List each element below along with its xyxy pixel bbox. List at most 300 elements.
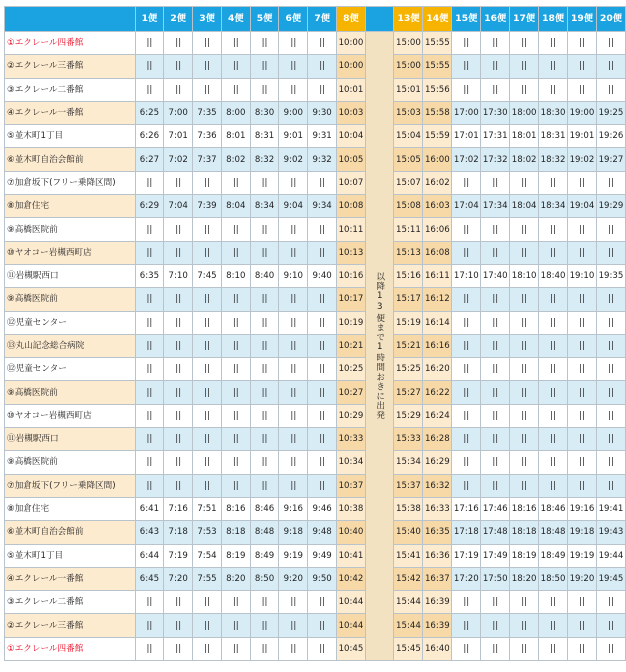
- time-cell: 6:29: [135, 195, 164, 218]
- stop-name: ⑨高橋医院前: [5, 218, 136, 241]
- trip-header-1: 1便: [135, 7, 164, 32]
- table-row: [5, 125, 626, 148]
- time-cell: 8:16: [221, 497, 250, 520]
- time-cell: 15:58: [423, 101, 452, 124]
- stop-name: ②エクレール三番館: [5, 614, 136, 637]
- trip-header-14: 17便: [510, 7, 539, 32]
- time-cell: ||: [596, 55, 625, 78]
- time-cell: ||: [193, 358, 222, 381]
- time-cell: 15:16: [394, 264, 423, 287]
- time-cell: ||: [164, 637, 193, 660]
- table-row: [5, 614, 626, 637]
- time-cell: ||: [510, 404, 539, 427]
- time-cell: 19:29: [596, 195, 625, 218]
- time-cell: ||: [221, 288, 250, 311]
- time-cell: 19:02: [568, 148, 597, 171]
- stop-name: ③エクレール二番館: [5, 78, 136, 101]
- time-cell: ||: [250, 288, 279, 311]
- time-cell: ||: [452, 451, 481, 474]
- trip-header-12: 15便: [452, 7, 481, 32]
- time-cell: 18:30: [539, 101, 568, 124]
- time-cell: ||: [164, 241, 193, 264]
- time-cell: ||: [164, 591, 193, 614]
- time-cell: 8:30: [250, 101, 279, 124]
- time-cell: ||: [510, 288, 539, 311]
- time-cell: ||: [135, 288, 164, 311]
- time-cell: ||: [164, 171, 193, 194]
- time-cell: 7:00: [164, 101, 193, 124]
- time-cell: 19:45: [596, 567, 625, 590]
- time-cell: ||: [308, 404, 337, 427]
- time-cell: ||: [221, 428, 250, 451]
- time-cell: 10:45: [337, 637, 366, 660]
- time-cell: 9:00: [279, 101, 308, 124]
- time-cell: ||: [568, 218, 597, 241]
- stop-name: ①エクレール四番館: [5, 637, 136, 660]
- trip-header-11: 14便: [423, 7, 452, 32]
- time-cell: ||: [135, 241, 164, 264]
- time-cell: 10:00: [337, 32, 366, 55]
- time-cell: ||: [250, 32, 279, 55]
- time-cell: ||: [135, 637, 164, 660]
- time-cell: ||: [250, 591, 279, 614]
- time-cell: ||: [250, 78, 279, 101]
- time-cell: 9:50: [308, 567, 337, 590]
- time-cell: 10:25: [337, 358, 366, 381]
- time-cell: 10:17: [337, 288, 366, 311]
- time-cell: 18:18: [510, 521, 539, 544]
- time-cell: 17:32: [481, 148, 510, 171]
- time-cell: 6:35: [135, 264, 164, 287]
- time-cell: 8:46: [250, 497, 279, 520]
- time-cell: ||: [193, 55, 222, 78]
- time-cell: 19:35: [596, 264, 625, 287]
- time-cell: 9:10: [279, 264, 308, 287]
- time-cell: 9:34: [308, 195, 337, 218]
- time-cell: ||: [193, 32, 222, 55]
- time-cell: 9:48: [308, 521, 337, 544]
- time-cell: 6:27: [135, 148, 164, 171]
- time-cell: 19:04: [568, 195, 597, 218]
- time-cell: 17:10: [452, 264, 481, 287]
- time-cell: ||: [596, 404, 625, 427]
- time-cell: ||: [221, 451, 250, 474]
- time-cell: ||: [452, 428, 481, 451]
- time-cell: ||: [596, 381, 625, 404]
- table-row: [5, 544, 626, 567]
- time-cell: ||: [481, 451, 510, 474]
- time-cell: 15:56: [423, 78, 452, 101]
- time-cell: 9:18: [279, 521, 308, 544]
- time-cell: ||: [452, 218, 481, 241]
- time-cell: 15:13: [394, 241, 423, 264]
- time-cell: 16:37: [423, 567, 452, 590]
- time-cell: 18:20: [510, 567, 539, 590]
- time-cell: 9:01: [279, 125, 308, 148]
- bus-timetable: [4, 6, 626, 661]
- timetable-container: [4, 6, 626, 661]
- time-cell: 15:03: [394, 101, 423, 124]
- timetable-body: [5, 32, 626, 661]
- time-cell: ||: [279, 171, 308, 194]
- time-cell: 6:44: [135, 544, 164, 567]
- table-row: [5, 148, 626, 171]
- time-cell: ||: [539, 404, 568, 427]
- time-cell: ||: [510, 78, 539, 101]
- time-cell: 8:04: [221, 195, 250, 218]
- time-cell: ||: [539, 358, 568, 381]
- time-cell: 15:42: [394, 567, 423, 590]
- time-cell: 15:34: [394, 451, 423, 474]
- stop-name: ⑧加倉住宅: [5, 497, 136, 520]
- trip-header-2: 2便: [164, 7, 193, 32]
- time-cell: ||: [452, 404, 481, 427]
- time-cell: ||: [221, 614, 250, 637]
- stop-name: ①エクレール四番館: [5, 32, 136, 55]
- time-cell: ||: [221, 381, 250, 404]
- table-row: [5, 591, 626, 614]
- trip-header-8: 8便: [337, 7, 366, 32]
- time-cell: ||: [452, 288, 481, 311]
- time-cell: 16:22: [423, 381, 452, 404]
- time-cell: ||: [135, 381, 164, 404]
- time-cell: ||: [250, 334, 279, 357]
- time-cell: ||: [481, 32, 510, 55]
- trip-header-7: 7便: [308, 7, 337, 32]
- time-cell: 15:37: [394, 474, 423, 497]
- stop-name: ⑪岩槻駅西口: [5, 264, 136, 287]
- stop-name: ⑦加倉坂下(フリー乗降区間): [5, 171, 136, 194]
- time-cell: ||: [481, 334, 510, 357]
- time-cell: 15:45: [394, 637, 423, 660]
- stop-name: ③エクレール二番館: [5, 591, 136, 614]
- time-cell: ||: [135, 32, 164, 55]
- time-cell: 17:50: [481, 567, 510, 590]
- time-cell: ||: [308, 451, 337, 474]
- time-cell: 15:44: [394, 591, 423, 614]
- time-cell: ||: [481, 474, 510, 497]
- time-cell: 7:37: [193, 148, 222, 171]
- trip-header-17: 20便: [596, 7, 625, 32]
- time-cell: ||: [481, 404, 510, 427]
- stop-name: ④エクレール一番館: [5, 567, 136, 590]
- time-cell: 15:41: [394, 544, 423, 567]
- time-cell: 18:00: [510, 101, 539, 124]
- time-cell: ||: [193, 334, 222, 357]
- time-cell: ||: [596, 591, 625, 614]
- time-cell: ||: [568, 614, 597, 637]
- time-cell: ||: [308, 241, 337, 264]
- time-cell: ||: [568, 241, 597, 264]
- time-cell: 17:30: [481, 101, 510, 124]
- stop-name: ⑫児童センター: [5, 311, 136, 334]
- time-cell: ||: [510, 218, 539, 241]
- time-cell: ||: [193, 218, 222, 241]
- time-cell: 10:29: [337, 404, 366, 427]
- trip-header-13: 16便: [481, 7, 510, 32]
- time-cell: 15:25: [394, 358, 423, 381]
- time-cell: ||: [250, 311, 279, 334]
- time-cell: 16:08: [423, 241, 452, 264]
- time-cell: ||: [510, 428, 539, 451]
- time-cell: 10:27: [337, 381, 366, 404]
- time-cell: ||: [308, 381, 337, 404]
- time-cell: ||: [250, 241, 279, 264]
- time-cell: 15:08: [394, 195, 423, 218]
- time-cell: ||: [596, 428, 625, 451]
- time-cell: 15:17: [394, 288, 423, 311]
- time-cell: ||: [539, 55, 568, 78]
- time-cell: ||: [279, 241, 308, 264]
- time-cell: 15:07: [394, 171, 423, 194]
- time-cell: ||: [452, 55, 481, 78]
- time-cell: ||: [539, 334, 568, 357]
- time-cell: ||: [568, 591, 597, 614]
- stop-name: ⑩ヤオコー岩槻西町店: [5, 404, 136, 427]
- time-cell: 19:20: [568, 567, 597, 590]
- time-cell: ||: [596, 451, 625, 474]
- time-cell: ||: [452, 591, 481, 614]
- time-cell: 10:38: [337, 497, 366, 520]
- time-cell: 16:24: [423, 404, 452, 427]
- time-cell: 9:40: [308, 264, 337, 287]
- time-cell: ||: [539, 241, 568, 264]
- time-cell: 8:01: [221, 125, 250, 148]
- time-cell: 16:39: [423, 591, 452, 614]
- time-cell: ||: [568, 451, 597, 474]
- time-cell: 8:49: [250, 544, 279, 567]
- stop-name: ⑬丸山記念総合病院: [5, 334, 136, 357]
- time-cell: ||: [164, 311, 193, 334]
- time-cell: ||: [164, 428, 193, 451]
- time-cell: 15:55: [423, 32, 452, 55]
- time-cell: ||: [452, 32, 481, 55]
- time-cell: ||: [221, 358, 250, 381]
- time-cell: ||: [221, 55, 250, 78]
- time-cell: ||: [193, 637, 222, 660]
- time-cell: ||: [452, 311, 481, 334]
- time-cell: 16:40: [423, 637, 452, 660]
- time-cell: 15:29: [394, 404, 423, 427]
- time-cell: ||: [193, 171, 222, 194]
- time-cell: 15:33: [394, 428, 423, 451]
- table-row: [5, 521, 626, 544]
- time-cell: ||: [510, 381, 539, 404]
- time-cell: 7:45: [193, 264, 222, 287]
- time-cell: ||: [510, 637, 539, 660]
- time-cell: 9:31: [308, 125, 337, 148]
- time-cell: 8:32: [250, 148, 279, 171]
- time-cell: ||: [250, 381, 279, 404]
- time-cell: ||: [481, 55, 510, 78]
- time-cell: 8:18: [221, 521, 250, 544]
- time-cell: 9:20: [279, 567, 308, 590]
- time-cell: 10:13: [337, 241, 366, 264]
- time-cell: ||: [250, 474, 279, 497]
- time-cell: ||: [164, 381, 193, 404]
- table-row: [5, 78, 626, 101]
- trip-header-5: 5便: [250, 7, 279, 32]
- time-cell: 17:04: [452, 195, 481, 218]
- time-cell: ||: [308, 614, 337, 637]
- time-cell: ||: [452, 381, 481, 404]
- time-cell: 6:25: [135, 101, 164, 124]
- time-cell: ||: [308, 171, 337, 194]
- time-cell: 16:11: [423, 264, 452, 287]
- time-cell: ||: [221, 474, 250, 497]
- time-cell: ||: [510, 614, 539, 637]
- table-row: [5, 358, 626, 381]
- time-cell: ||: [135, 474, 164, 497]
- time-cell: 7:36: [193, 125, 222, 148]
- time-cell: ||: [135, 218, 164, 241]
- time-cell: 16:06: [423, 218, 452, 241]
- stop-column-header: [5, 7, 136, 32]
- time-cell: 8:00: [221, 101, 250, 124]
- time-cell: 16:39: [423, 614, 452, 637]
- time-cell: ||: [221, 404, 250, 427]
- time-cell: ||: [452, 78, 481, 101]
- time-cell: 15:05: [394, 148, 423, 171]
- time-cell: ||: [164, 78, 193, 101]
- time-cell: ||: [596, 288, 625, 311]
- time-cell: 17:18: [452, 521, 481, 544]
- time-cell: ||: [250, 358, 279, 381]
- time-cell: ||: [539, 474, 568, 497]
- stop-name: ⑧加倉住宅: [5, 195, 136, 218]
- time-cell: ||: [193, 451, 222, 474]
- time-cell: ||: [510, 32, 539, 55]
- time-cell: ||: [596, 358, 625, 381]
- time-cell: ||: [568, 404, 597, 427]
- time-cell: 10:21: [337, 334, 366, 357]
- time-cell: ||: [481, 381, 510, 404]
- time-cell: 10:37: [337, 474, 366, 497]
- time-cell: 15:44: [394, 614, 423, 637]
- time-cell: ||: [279, 404, 308, 427]
- time-cell: ||: [164, 358, 193, 381]
- time-cell: ||: [193, 381, 222, 404]
- time-cell: 15:19: [394, 311, 423, 334]
- stop-name: ⑩ヤオコー岩槻西町店: [5, 241, 136, 264]
- time-cell: ||: [193, 78, 222, 101]
- time-cell: ||: [221, 241, 250, 264]
- time-cell: 15:11: [394, 218, 423, 241]
- time-cell: 16:00: [423, 148, 452, 171]
- time-cell: 15:04: [394, 125, 423, 148]
- time-cell: ||: [135, 614, 164, 637]
- time-cell: ||: [539, 78, 568, 101]
- table-row: [5, 241, 626, 264]
- time-cell: ||: [308, 637, 337, 660]
- time-cell: 15:21: [394, 334, 423, 357]
- time-cell: ||: [308, 591, 337, 614]
- time-cell: 19:26: [596, 125, 625, 148]
- time-cell: 18:34: [539, 195, 568, 218]
- time-cell: ||: [135, 591, 164, 614]
- time-cell: 7:10: [164, 264, 193, 287]
- stop-name: ⑪岩槻駅西口: [5, 428, 136, 451]
- time-cell: ||: [250, 55, 279, 78]
- stop-name: ⑨高橋医院前: [5, 381, 136, 404]
- time-cell: ||: [164, 218, 193, 241]
- time-cell: ||: [193, 474, 222, 497]
- time-cell: 16:14: [423, 311, 452, 334]
- time-cell: ||: [481, 358, 510, 381]
- time-cell: 6:41: [135, 497, 164, 520]
- time-cell: 18:10: [510, 264, 539, 287]
- time-cell: ||: [164, 55, 193, 78]
- time-cell: ||: [568, 55, 597, 78]
- time-cell: 9:02: [279, 148, 308, 171]
- time-cell: 10:16: [337, 264, 366, 287]
- time-cell: 16:02: [423, 171, 452, 194]
- time-cell: ||: [164, 404, 193, 427]
- time-cell: ||: [539, 32, 568, 55]
- time-cell: ||: [308, 334, 337, 357]
- time-cell: 10:00: [337, 55, 366, 78]
- time-cell: 10:34: [337, 451, 366, 474]
- time-cell: ||: [193, 428, 222, 451]
- time-cell: 15:40: [394, 521, 423, 544]
- stop-name: ⑨高橋医院前: [5, 288, 136, 311]
- time-cell: ||: [279, 358, 308, 381]
- time-cell: 6:43: [135, 521, 164, 544]
- time-cell: ||: [568, 358, 597, 381]
- stop-name: ⑨高橋医院前: [5, 451, 136, 474]
- time-cell: ||: [308, 311, 337, 334]
- time-cell: ||: [279, 78, 308, 101]
- time-cell: 18:46: [539, 497, 568, 520]
- time-cell: ||: [164, 474, 193, 497]
- time-cell: 16:16: [423, 334, 452, 357]
- time-cell: ||: [135, 55, 164, 78]
- time-cell: ||: [568, 474, 597, 497]
- time-cell: ||: [250, 218, 279, 241]
- time-cell: ||: [193, 288, 222, 311]
- time-cell: ||: [539, 428, 568, 451]
- time-cell: 7:18: [164, 521, 193, 544]
- time-cell: ||: [568, 637, 597, 660]
- time-cell: 19:25: [596, 101, 625, 124]
- time-cell: ||: [250, 637, 279, 660]
- header-row: [5, 7, 626, 32]
- time-cell: 19:10: [568, 264, 597, 287]
- time-cell: ||: [221, 78, 250, 101]
- time-cell: ||: [308, 78, 337, 101]
- time-cell: 19:41: [596, 497, 625, 520]
- time-cell: ||: [539, 218, 568, 241]
- time-cell: 18:32: [539, 148, 568, 171]
- time-cell: 17:20: [452, 567, 481, 590]
- time-cell: ||: [279, 637, 308, 660]
- time-cell: ||: [308, 55, 337, 78]
- time-cell: ||: [279, 334, 308, 357]
- time-cell: ||: [596, 241, 625, 264]
- time-cell: ||: [481, 614, 510, 637]
- time-cell: 18:02: [510, 148, 539, 171]
- time-cell: 7:01: [164, 125, 193, 148]
- time-cell: ||: [510, 451, 539, 474]
- time-cell: ||: [539, 451, 568, 474]
- time-cell: ||: [164, 451, 193, 474]
- stop-name: ⑦加倉坂下(フリー乗降区間): [5, 474, 136, 497]
- time-cell: 7:53: [193, 521, 222, 544]
- time-cell: ||: [164, 614, 193, 637]
- time-cell: ||: [221, 171, 250, 194]
- time-cell: ||: [568, 32, 597, 55]
- stop-name: ⑤並木町1丁目: [5, 544, 136, 567]
